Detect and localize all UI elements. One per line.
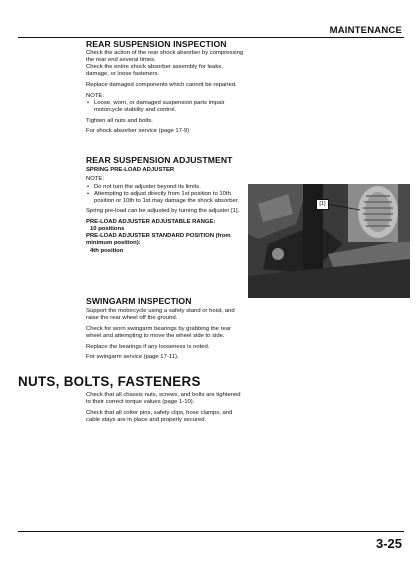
note-label: NOTE: — [86, 176, 104, 183]
swingarm-inspection-body — [86, 308, 246, 365]
shock-absorber-photo — [248, 184, 410, 298]
note-item: • Loose, worn, or damaged suspension parts impair motorcycle stability and control. — [86, 100, 246, 114]
paragraph: Check that all cotter pins, safety clips, hose clamps, and cable stays are in place and properly secured. — [86, 409, 233, 423]
rear-suspension-adjustment-title: REAR SUSPENSION ADJUSTMENT — [86, 155, 233, 165]
paragraph: Check the action of the rear shock absorber by compressing the rear end several times. — [86, 50, 244, 64]
paragraph: Check the entire shock absorber assembly for leaks, damage, or loose fasteners. — [86, 64, 223, 78]
swingarm-inspection-title: SWINGARM INSPECTION — [86, 296, 192, 306]
paragraph: Tighten all nuts and bolts. — [86, 117, 153, 124]
footer-rule — [18, 531, 404, 532]
photo-callout-label: [1] — [316, 199, 329, 210]
standard-position-value: 4th position — [90, 247, 124, 254]
header-rule — [18, 37, 404, 38]
paragraph: Check for worn swingarm bearings by grabbing the rear wheel and attempting to move the wheel side to side. — [86, 325, 232, 339]
rear-suspension-adjustment-body — [86, 167, 246, 258]
page-number: 3-25 — [375, 536, 402, 551]
rear-suspension-inspection-title: REAR SUSPENSION INSPECTION — [86, 39, 227, 49]
range-value: 10 positions — [90, 226, 125, 233]
standard-position-label: PRE-LOAD ADJUSTER STANDARD POSITION (from minimum position): — [86, 233, 231, 247]
rear-suspension-inspection-body — [86, 50, 246, 139]
paragraph: For swingarm service (page 17-11). — [86, 354, 179, 361]
paragraph: Spring pre-load can be adjusted by turning the adjuster [1]. — [86, 208, 240, 215]
paragraph: Replace damaged components which cannot be repaired. — [86, 81, 237, 88]
note-item: • Do not turn the adjuster beyond its limits. — [86, 184, 246, 191]
paragraph: Support the motorcycle using a safety stand or hoist, and raise the rear wheel off the ground. — [86, 308, 235, 322]
note-item: • Attempting to adjust directly from 1st position to 10th position or 10th to 1st may damage the shock absorber. — [86, 191, 246, 205]
paragraph: Replace the bearings if any looseness is noted. — [86, 343, 210, 350]
note-label: NOTE: — [86, 92, 104, 99]
note-list — [86, 184, 246, 205]
range-label: PRE-LOAD ADJUSTER ADJUSTABLE RANGE: — [86, 219, 216, 226]
fasteners-body — [86, 392, 246, 428]
subsection-title: SPRING PRE-LOAD ADJUSTER — [86, 167, 175, 173]
fasteners-title: NUTS, BOLTS, FASTENERS — [18, 374, 201, 389]
paragraph: Check that all chassis nuts, screws, and bolts are tightened to their correct torque values (page 1-10). — [86, 392, 241, 406]
section-header: MAINTENANCE — [329, 25, 402, 36]
paragraph: For shock absorber service (page 17-9) — [86, 128, 190, 135]
note-list — [86, 100, 246, 114]
